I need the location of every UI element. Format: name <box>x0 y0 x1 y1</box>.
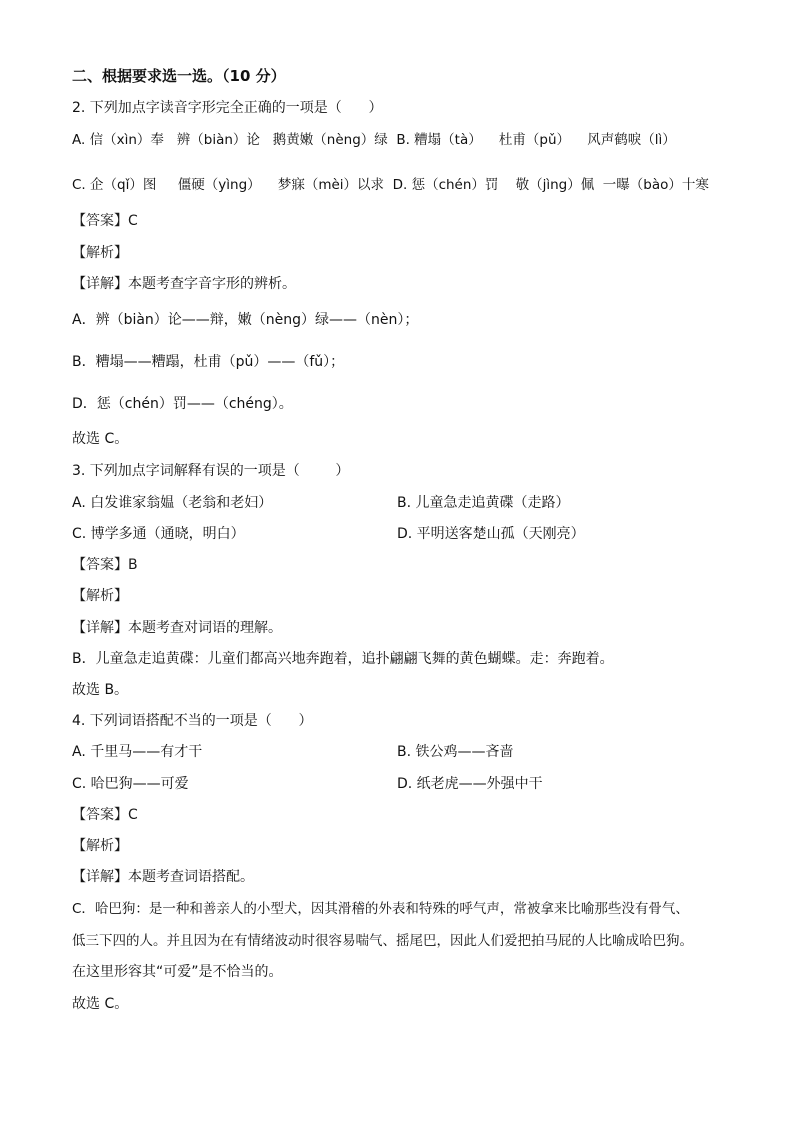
question-3-conclusion: 故选 B。 <box>72 682 129 698</box>
question-4-detail: 【详解】本题考查词语搭配。 <box>72 869 254 885</box>
question-2-analysis-label: 【解析】 <box>72 245 128 261</box>
question-2-explanation-b: B．糟塌——糟蹋，杜甫（pǔ）——（fǔ）； <box>72 354 345 370</box>
question-2-answer: 【答案】C <box>72 213 138 229</box>
question-2-stem: 2. 下列加点字读音字形完全正确的一项是（ ） <box>72 100 383 116</box>
question-3-answer: 【答案】B <box>72 557 138 573</box>
question-3-option-c: C. 博学多通（通晓，明白） <box>72 526 245 542</box>
question-3-stem: 3. 下列加点字词解释有误的一项是（ ） <box>72 463 350 479</box>
question-2-explanation-d: D．惩（chén）罚——（chéng）。 <box>72 396 293 412</box>
question-4-analysis-label: 【解析】 <box>72 838 128 854</box>
section-title: 二、根据要求选一选。（10 分） <box>72 67 286 85</box>
question-3-option-d: D. 平明送客楚山孤（天刚亮） <box>397 526 585 542</box>
question-2-explanation-a: A．辨（biàn）论——辩，嫩（nèng）绿——（nèn）； <box>72 312 419 328</box>
question-3-option-b: B. 儿童急走追黄碟（走路） <box>397 495 570 511</box>
question-4-option-d: D. 纸老虎——外强中干 <box>397 776 543 792</box>
question-2-detail: 【详解】本题考查字音字形的辨析。 <box>72 276 296 292</box>
question-4-answer: 【答案】C <box>72 807 138 823</box>
question-4-option-b: B. 铁公鸡——吝啬 <box>397 744 514 760</box>
question-3-option-a: A. 白发谁家翁媪（老翁和老妇） <box>72 495 273 511</box>
question-2-conclusion: 故选 C。 <box>72 431 129 447</box>
question-2-options-row-1: A. 信（xìn）奉 辨（biàn）论 鹅黄嫩（nèng）绿 B. 糟塌（tà） 杜甫（pǔ） 风声鹤唳（lì） <box>72 132 676 148</box>
question-4-explanation-line-2: 低三下四的人。并且因为在有情绪波动时很容易喘气、摇尾巴，因此人们爱把拍马屁的人比喻成哈巴狗。 <box>72 933 693 949</box>
question-4-conclusion: 故选 C。 <box>72 996 129 1012</box>
question-3-detail: 【详解】本题考查对词语的理解。 <box>72 620 282 636</box>
question-4-option-a: A. 千里马——有才干 <box>72 744 203 760</box>
question-4-stem: 4. 下列词语搭配不当的一项是（ ） <box>72 713 313 729</box>
question-4-explanation-line-1: C．哈巴狗：是一种和善亲人的小型犬，因其滑稽的外表和特殊的呼气声，常被拿来比喻那些没有骨气、 <box>72 901 689 917</box>
question-4-option-c: C. 哈巴狗——可爱 <box>72 776 189 792</box>
question-3-analysis-label: 【解析】 <box>72 588 128 604</box>
question-2-options-row-2: C. 企（qǐ）图 僵硬（yìng） 梦寐（mèi）以求 D. 惩（chén）罚 敬（jìng）佩 一曝（bào）十寒 <box>72 177 709 193</box>
question-3-explanation-b: B．儿童急走追黄碟：儿童们都高兴地奔跑着，追扑翩翩飞舞的黄色蝴蝶。走：奔跑着。 <box>72 651 614 667</box>
question-4-explanation-line-3: 在这里形容其“可爱”是不恰当的。 <box>72 964 283 980</box>
